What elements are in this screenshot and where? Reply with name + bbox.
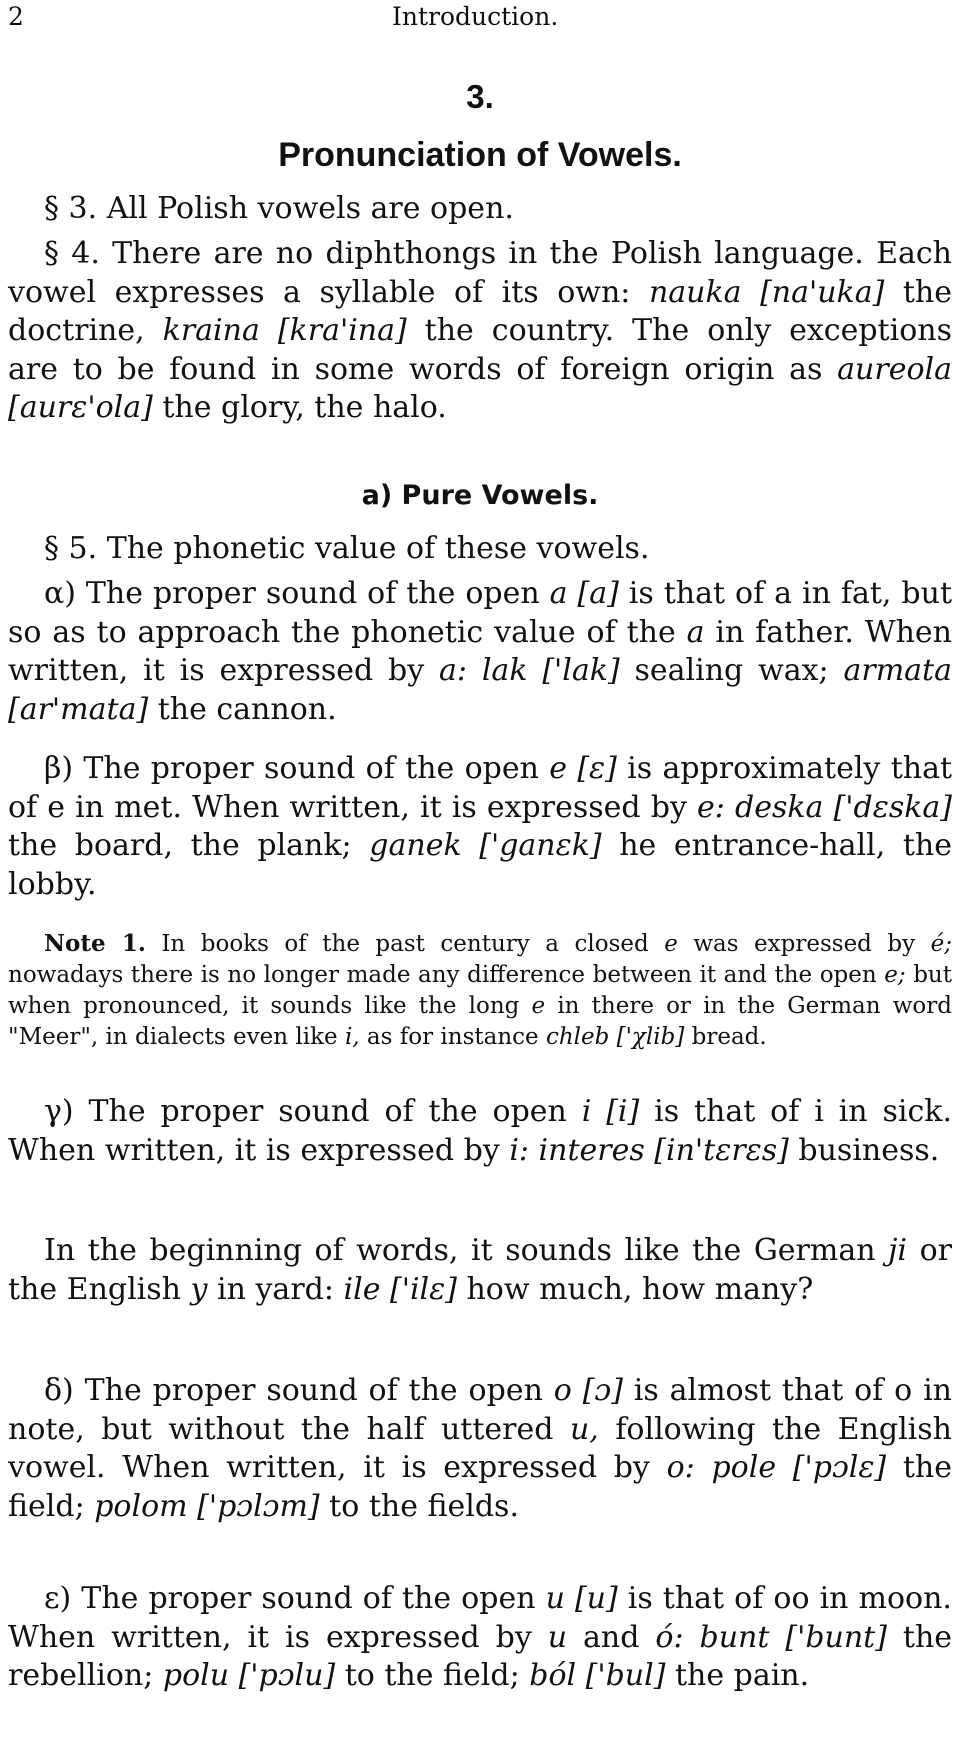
running-title: Introduction. bbox=[392, 2, 559, 31]
example-word: u bbox=[547, 1619, 568, 1655]
text-run: following the English vowel. When written, it is expressed by bbox=[8, 1411, 952, 1485]
example-word: u [u] bbox=[545, 1581, 618, 1616]
text-run: but when pronounced, it sounds like the long bbox=[8, 962, 952, 1019]
example-word: e bbox=[531, 993, 546, 1019]
paragraph-section-3: § 3. All Polish vowels are open. bbox=[44, 191, 514, 226]
section-title: Pronunciation of Vowels. bbox=[278, 136, 682, 174]
paragraph-section-4 bbox=[8, 235, 952, 428]
example-word: u, bbox=[569, 1411, 599, 1447]
text-run: how much, how many? bbox=[456, 1271, 814, 1307]
example-word: e bbox=[664, 931, 678, 957]
text-run: in yard: bbox=[207, 1271, 344, 1307]
text-run: in father. When written, it is expressed by bbox=[8, 614, 952, 688]
example-word: a [a] bbox=[549, 576, 619, 611]
text-run: the doctrine, bbox=[8, 274, 952, 348]
example-word: ganek ['ganɛk] bbox=[369, 828, 602, 863]
example-word: o [ɔ] bbox=[553, 1373, 623, 1408]
text-run: the glory, the halo. bbox=[152, 390, 447, 425]
page-number: 2 bbox=[8, 2, 24, 31]
text-run: the field; bbox=[8, 1450, 952, 1524]
text-run: γ) The proper sound of the open bbox=[44, 1094, 582, 1129]
example-word: e; bbox=[884, 962, 906, 988]
paragraph-beta bbox=[8, 750, 952, 904]
text-run: as for instance bbox=[359, 1024, 546, 1050]
paragraph-alpha bbox=[8, 575, 952, 729]
example-word: aureola [aurɛ'ola] bbox=[8, 351, 952, 425]
example-word: ji bbox=[888, 1233, 908, 1268]
example-word: e: deska ['dɛska] bbox=[697, 789, 952, 825]
text-run: β) The proper sound of the open bbox=[44, 751, 550, 786]
example-word: e [ɛ] bbox=[549, 751, 617, 786]
example-word: i [i] bbox=[581, 1094, 640, 1129]
text-run: he entrance-hall, the lobby. bbox=[8, 828, 952, 902]
example-word: polu ['pɔlu] bbox=[162, 1658, 336, 1693]
text-run: the pain. bbox=[665, 1658, 810, 1693]
paragraph-initial-i bbox=[8, 1232, 952, 1309]
note-1 bbox=[8, 928, 952, 1053]
example-word: i: interes [in'tɛrɛs] bbox=[509, 1132, 789, 1168]
example-word: nauka [na'uka] bbox=[648, 274, 885, 310]
text-run: is that of i in sick. When written, it is expressed by bbox=[8, 1094, 952, 1168]
text-run: In the beginning of words, it sounds like the German bbox=[44, 1233, 889, 1268]
paragraph-section-5: § 5. The phonetic value of these vowels. bbox=[44, 531, 650, 566]
subheading-pure-vowels: a) Pure Vowels. bbox=[361, 480, 599, 511]
text-run: the country. The only exceptions are to be found in some words of foreign origin as bbox=[8, 313, 952, 387]
text-run: δ) The proper sound of the open bbox=[44, 1373, 554, 1408]
example-word: armata [ar'mata] bbox=[8, 653, 953, 727]
text-run: § 4. There are no diphthongs in the Polish language. Each vowel expresses a syllable of its own: bbox=[8, 236, 952, 310]
text-run: in there or in the German word "Meer", in dialects even like bbox=[8, 993, 952, 1050]
example-word: ile ['ilɛ] bbox=[343, 1271, 457, 1307]
book-page bbox=[8, 0, 952, 1744]
text-run: bread. bbox=[684, 1024, 767, 1050]
text-run: to the fields. bbox=[319, 1488, 519, 1524]
text-run: business. bbox=[788, 1132, 940, 1168]
section-number: 3. bbox=[466, 78, 494, 115]
text-run: is that of a in fat, but so as to approach the phonetic value of the bbox=[8, 576, 952, 650]
running-head bbox=[8, 0, 952, 34]
text-run: was expressed by bbox=[677, 931, 931, 957]
example-word: y bbox=[190, 1271, 208, 1307]
text-run: sealing wax; bbox=[619, 653, 844, 688]
text-run: the rebellion; bbox=[8, 1619, 953, 1693]
text-run: and bbox=[567, 1619, 656, 1655]
text-run: is almost that of o in note, but without the half uttered bbox=[8, 1373, 952, 1447]
paragraph-epsilon bbox=[8, 1580, 952, 1696]
text-run: to the field; bbox=[335, 1658, 530, 1693]
text-run: α) The proper sound of the open bbox=[44, 576, 550, 611]
example-word: kraina [kra'ina] bbox=[162, 313, 407, 348]
text-run: the cannon. bbox=[148, 691, 337, 727]
example-word: i, bbox=[344, 1024, 360, 1050]
text-run: In books of the past century a closed bbox=[145, 931, 665, 957]
example-word: polom ['pɔlɔm] bbox=[94, 1488, 320, 1524]
text-run: ε) The proper sound of the open bbox=[44, 1581, 546, 1616]
text-run: or the English bbox=[8, 1233, 952, 1307]
text-run: the board, the plank; bbox=[8, 828, 370, 863]
example-word: a: lak ['lak] bbox=[439, 653, 620, 688]
example-word: o: pole ['pɔlɛ] bbox=[666, 1450, 887, 1485]
example-word: ból ['bul] bbox=[529, 1658, 666, 1693]
example-word: a bbox=[686, 614, 705, 650]
text-run: nowadays there is no longer made any difference between it and the open bbox=[8, 962, 885, 988]
example-word: é; bbox=[930, 931, 952, 957]
example-word: ó: bunt ['bunt] bbox=[655, 1619, 887, 1655]
text-run: is approximately that of e in met. When written, it is expressed by bbox=[8, 751, 953, 825]
paragraph-gamma bbox=[8, 1093, 952, 1170]
paragraph-delta bbox=[8, 1372, 952, 1526]
text-run: is that of oo in moon. When written, it is expressed by bbox=[8, 1581, 952, 1655]
example-word: chleb ['χlib] bbox=[545, 1024, 685, 1050]
note-label: Note 1. bbox=[44, 930, 146, 957]
